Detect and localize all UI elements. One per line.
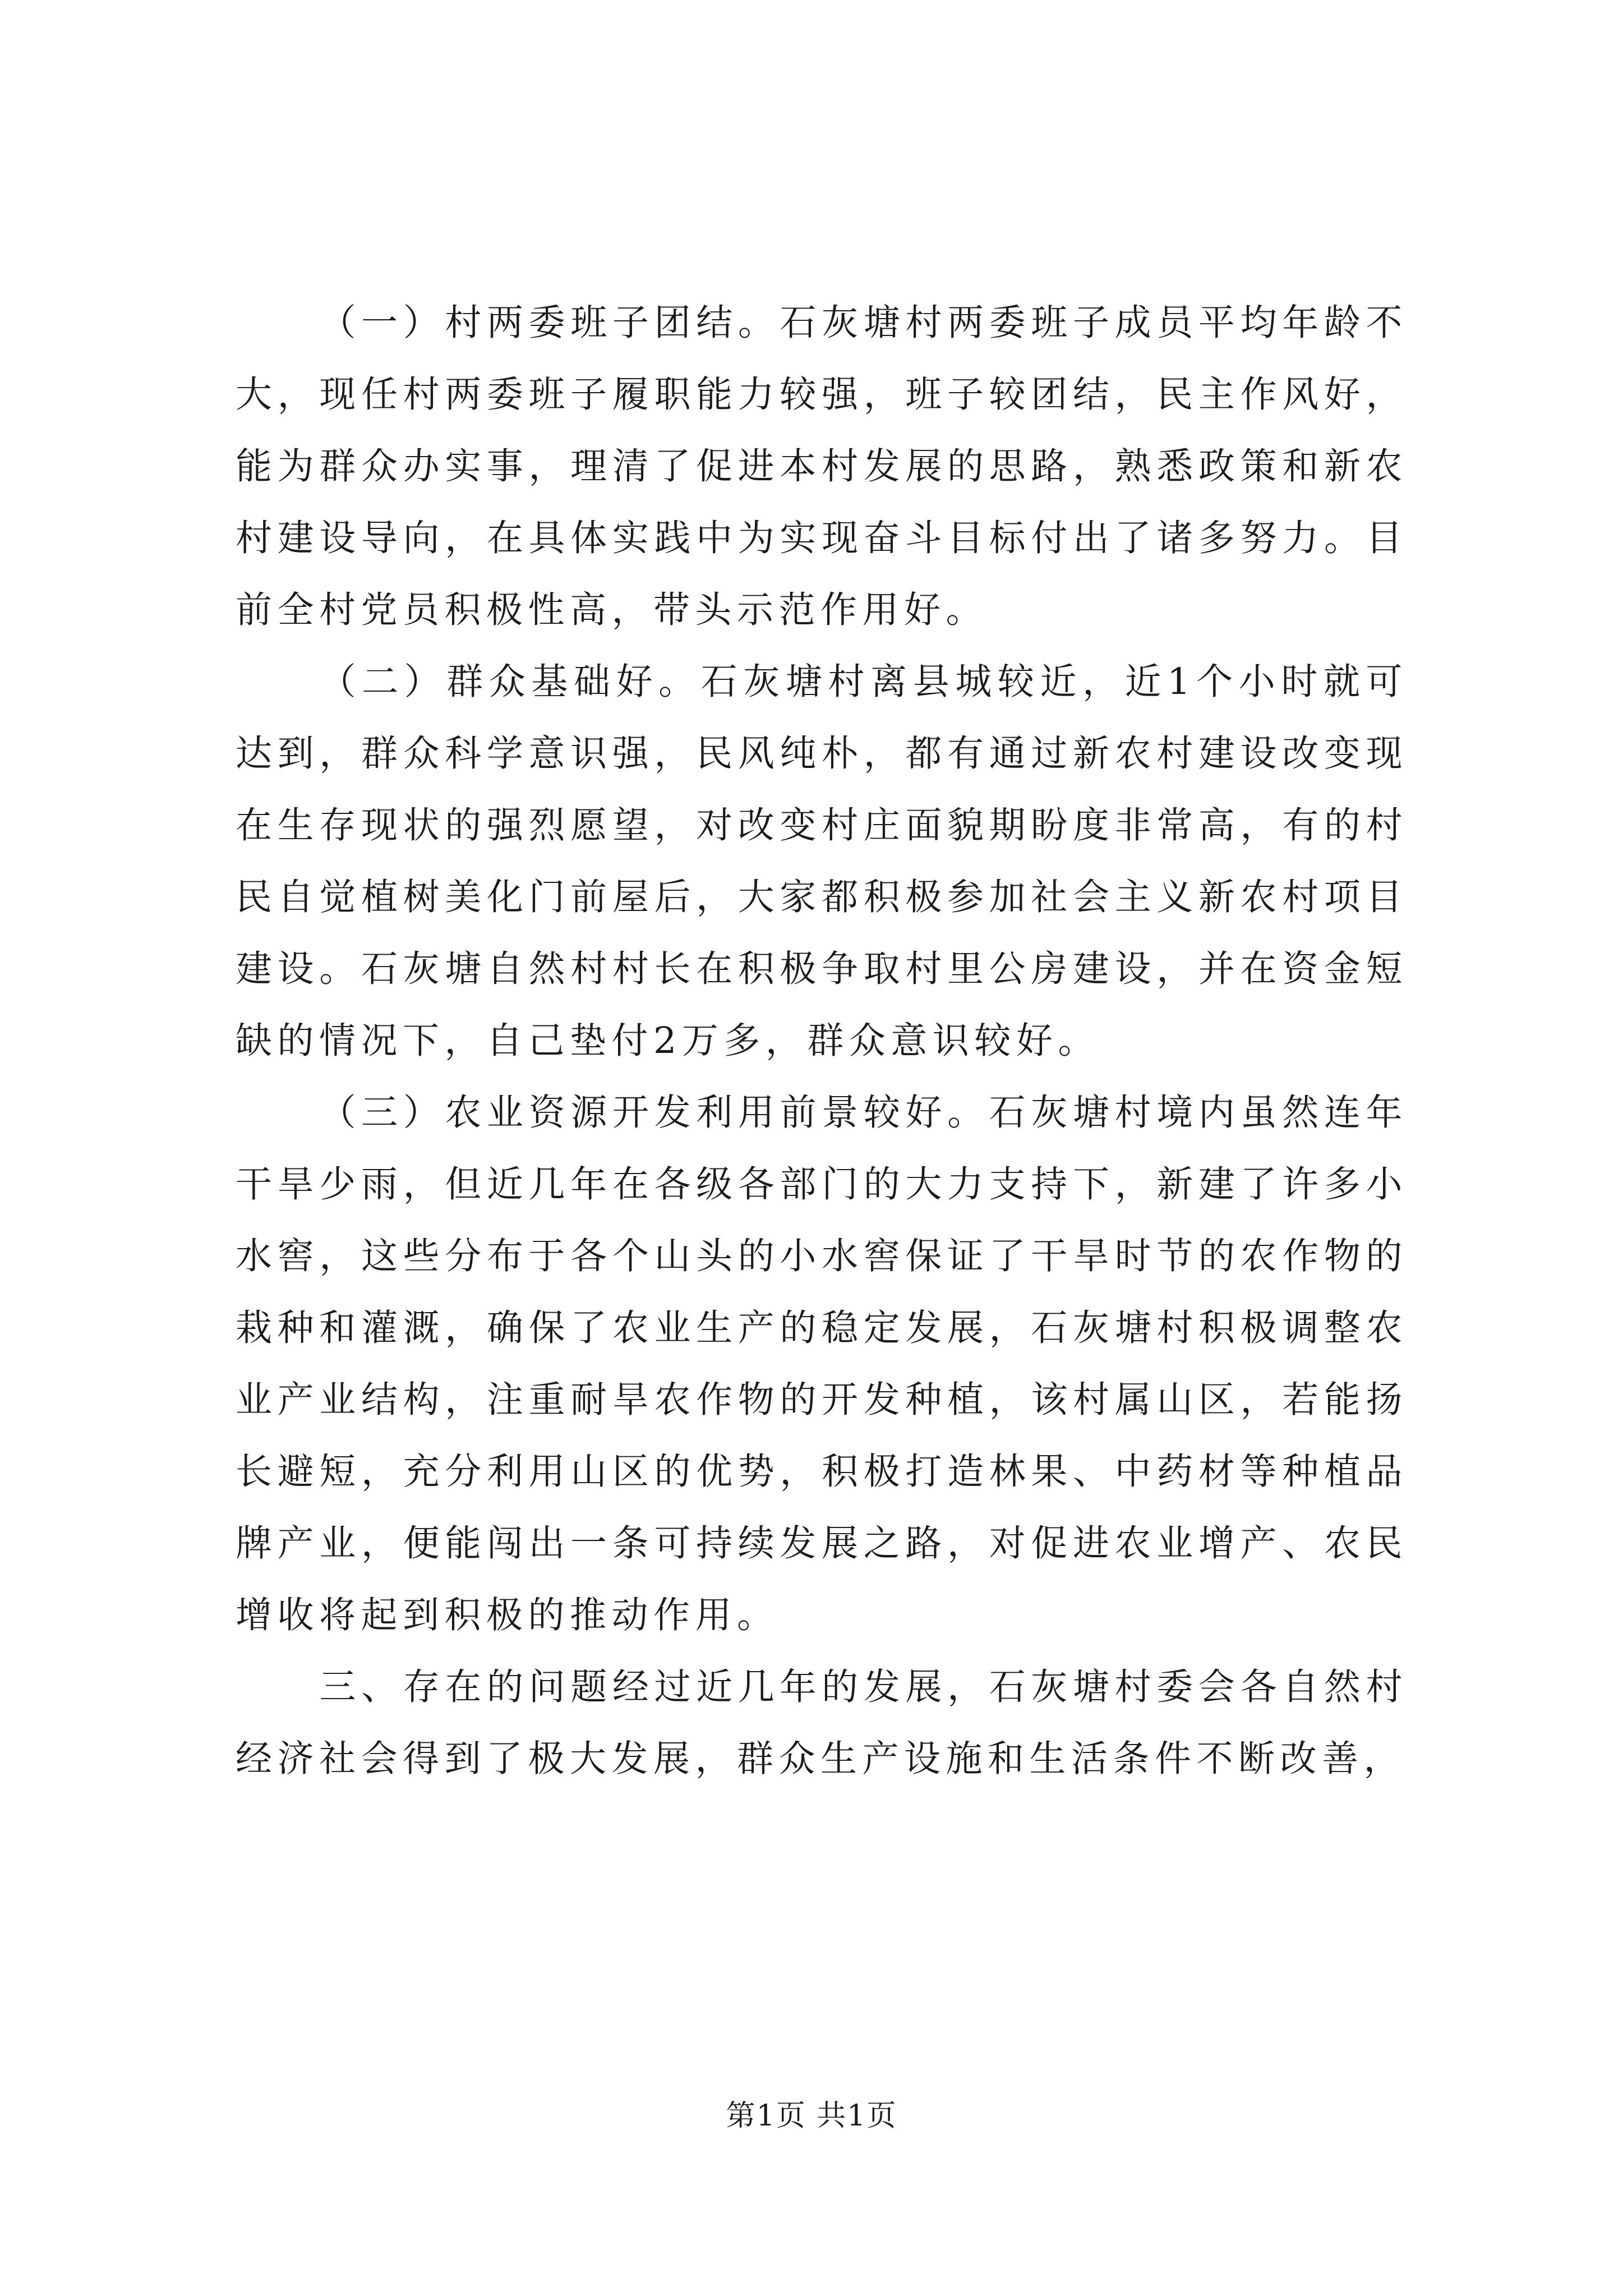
paragraph-3: （三）农业资源开发利用前景较好。石灰塘村境内虽然连年干旱少雨，但近几年在各级各部门的大力支持下，新建了许多小水窖，这些分布于各个山头的小水窖保证了干旱时节的农作物的栽种和灌溉，确保了农业生产的稳定发展，石灰塘村积极调整农业产业结构，注重耐旱农作物的开发种植，该村属山区，若能扬长避短，充分利用山区的优势，积极打造林果、中药材等种植品牌产业，便能闯出一条可持续发展之路，对促进农业增产、农民增收将起到积极的推动作用。 [236,1092,1408,1636]
page-footer: 第1页 共1页 [726,2099,897,2133]
paragraph-1: （一）村两委班子团结。石灰塘村两委班子成员平均年龄不大，现任村两委班子履职能力较强，班子较团结，民主作风好，能为群众办实事，理清了促进本村发展的思路，熟悉政策和新农村建设导向，在具体实践中为实现奋斗目标付出了诸多努力。目前全村党员积极性高，带头示范作用好。 [236,302,1408,631]
document-body [236,287,1408,1795]
paragraph-2: （二）群众基础好。石灰塘村离县城较近，近1个小时就可达到，群众科学意识强，民风纯朴，都有通过新农村建设改变现在生存现状的强烈愿望，对改变村庄面貌期盼度非常高，有的村民自觉植树美化门前屋后，大家都积极参加社会主义新农村项目建设。石灰塘自然村村长在积极争取村里公房建设，并在资金短缺的情况下，自己垫付2万多，群众意识较好。 [236,661,1408,1062]
paragraph-4: 三、存在的问题经过近几年的发展，石灰塘村委会各自然村经济社会得到了极大发展，群众生产设施和生活条件不断改善， [236,1666,1408,1780]
